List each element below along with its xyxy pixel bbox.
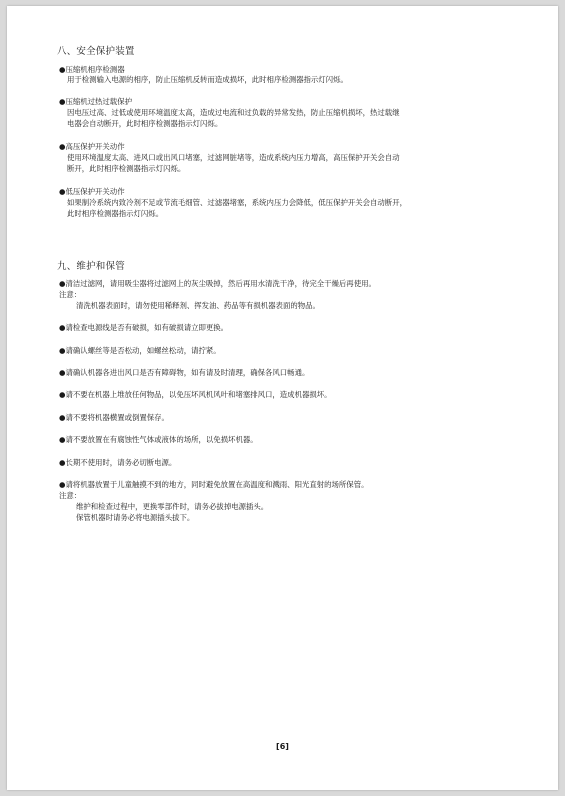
safety-item-title: ●压缩机相序检测器 <box>59 65 125 74</box>
safety-item-text: 电器会自动断开，此时相序检测器指示灯闪烁。 <box>67 119 223 128</box>
maintenance-item: ●请不要放置在有腐蚀性气体或液体的场所，以免损坏机器。 <box>59 435 258 444</box>
maintenance-item: ●请不要将机器横置或倒置保存。 <box>59 413 169 422</box>
maintenance-item: ●请不要在机器上堆放任何物品，以免压坏风机风叶和堵塞排风口，造成机器损坏。 <box>59 390 332 399</box>
safety-item-text: 如果制冷系统内致冷剂不足或节流毛细管、过滤器堵塞，系统内压力会降低，低压保护开关会自动断开， <box>67 198 407 207</box>
safety-item-title: ●压缩机过热过载保护 <box>59 97 132 106</box>
safety-item-text: 此时相序检测器指示灯闪烁。 <box>67 209 164 218</box>
maintenance-item: ●请确认螺丝等是否松动，如螺丝松动，请拧紧。 <box>59 346 221 355</box>
bullet-icon: ● <box>59 346 66 355</box>
maintenance-item: ●请将机器放置于儿童触摸不到的地方，同时避免放置在高温度和溅雨、阳光直射的场所保管。 <box>59 480 369 489</box>
note-label: 注意： <box>59 290 82 299</box>
bullet-icon: ● <box>59 65 66 74</box>
safety-item-title: ●低压保护开关动作 <box>59 187 125 196</box>
maintenance-item: ●长期不使用时，请务必切断电源。 <box>59 458 177 467</box>
section-heading-maintenance: 九、维护和保管 <box>57 261 125 272</box>
bullet-icon: ● <box>59 323 66 332</box>
safety-item-title: ●高压保护开关动作 <box>59 142 125 151</box>
bullet-icon: ● <box>59 458 66 467</box>
maintenance-item: ●请确认机器各进出风口是否有障碍物，如有请及时清理，确保各风口畅通。 <box>59 368 310 377</box>
note-label: 注意： <box>59 491 82 500</box>
maintenance-item: ●请检查电源线是否有破损，如有破损请立即更换。 <box>59 323 229 332</box>
note-text: 清洗机器表面时，请勿使用稀释剂、挥发油、药品等有损机器表面的物品。 <box>76 301 320 310</box>
bullet-icon: ● <box>59 279 66 288</box>
safety-item-text: 使用环境温度太高、进风口或出风口堵塞，过滤网脏堵等，造成系统内压力增高，高压保护开关会自动 <box>67 153 400 162</box>
safety-item-text: 断开，此时相序检测器指示灯闪烁。 <box>67 164 186 173</box>
note-text: 维护和检查过程中，更换零部件时，请务必拔掉电源插头。 <box>76 502 269 511</box>
bullet-icon: ● <box>59 390 66 399</box>
safety-item-text: 用于检测输入电源的相序，防止压缩机反转而造成损坏，此时相序检测器指示灯闪烁。 <box>67 75 348 84</box>
maintenance-item: ●清洁过滤网，请用吸尘器将过滤网上的灰尘吸掉，然后再用水清洗干净，待完全干燥后再使用。 <box>59 279 376 288</box>
bullet-icon: ● <box>59 142 66 151</box>
section-heading-safety: 八、安全保护装置 <box>57 46 135 57</box>
note-text: 保管机器时请务必将电源插头拔下。 <box>76 513 195 522</box>
bullet-icon: ● <box>59 480 66 489</box>
bullet-icon: ● <box>59 368 66 377</box>
safety-item-text: 因电压过高、过低或使用环境温度太高，造成过电流和过负载的异常发热，防止压缩机损坏，热过载继 <box>67 108 400 117</box>
bullet-icon: ● <box>59 97 66 106</box>
page-number: [6] <box>276 742 289 751</box>
bullet-icon: ● <box>59 187 66 196</box>
bullet-icon: ● <box>59 435 66 444</box>
bullet-icon: ● <box>59 413 66 422</box>
